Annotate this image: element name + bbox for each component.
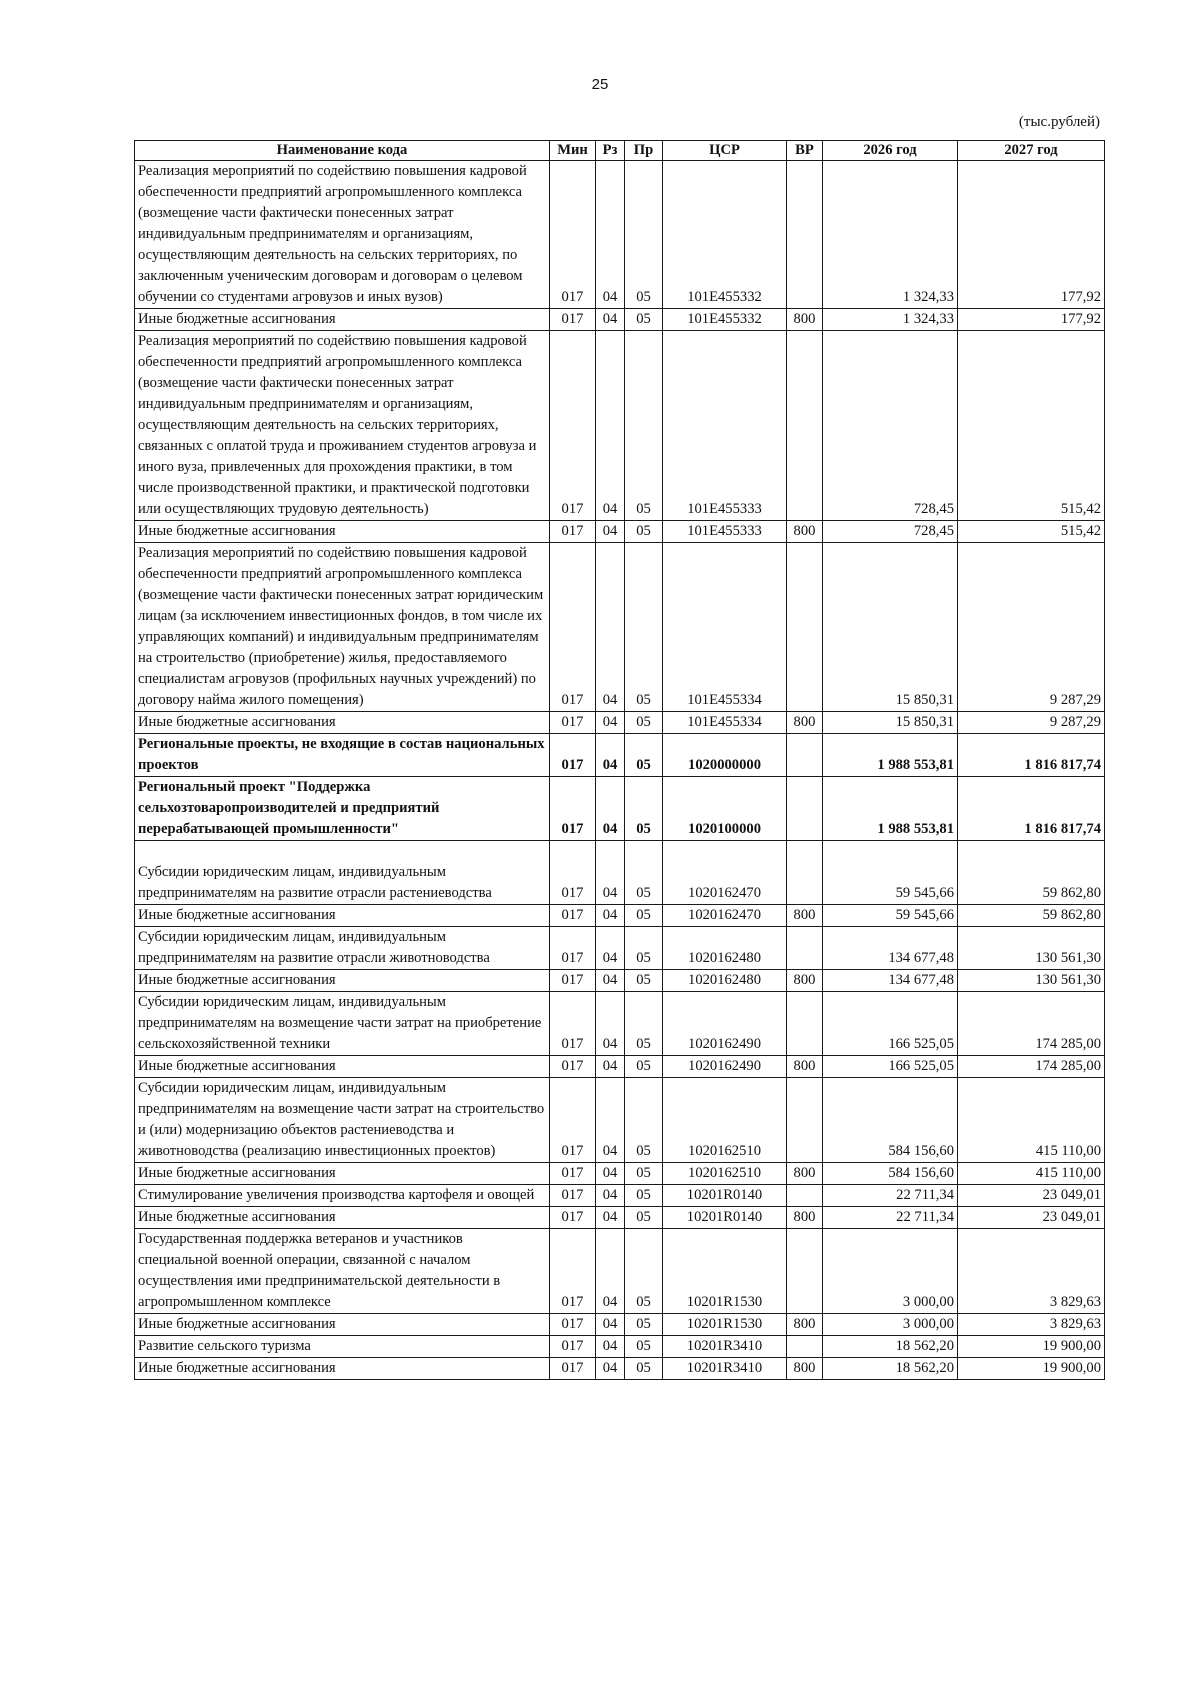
cell-name: Иные бюджетные ассигнования — [135, 521, 550, 543]
cell-min: 017 — [550, 1336, 596, 1358]
cell-vr: 800 — [787, 712, 823, 734]
header-pr: Пр — [625, 141, 663, 161]
cell-2026: 1 988 553,81 — [823, 734, 958, 777]
cell-vr: 800 — [787, 1207, 823, 1229]
cell-pr: 05 — [625, 841, 663, 905]
table-row — [135, 1229, 1105, 1314]
cell-vr — [787, 331, 823, 521]
cell-vr — [787, 1229, 823, 1314]
cell-vr — [787, 1336, 823, 1358]
table-row — [135, 992, 1105, 1056]
cell-min: 017 — [550, 331, 596, 521]
cell-pr: 05 — [625, 1056, 663, 1078]
cell-2027: 23 049,01 — [958, 1207, 1105, 1229]
cell-vr: 800 — [787, 1314, 823, 1336]
cell-rz: 04 — [596, 712, 625, 734]
cell-2027: 19 900,00 — [958, 1358, 1105, 1380]
cell-2026: 15 850,31 — [823, 712, 958, 734]
cell-rz: 04 — [596, 521, 625, 543]
cell-2027: 1 816 817,74 — [958, 734, 1105, 777]
cell-name: Иные бюджетные ассигнования — [135, 712, 550, 734]
cell-vr — [787, 927, 823, 970]
cell-vr: 800 — [787, 1163, 823, 1185]
cell-2026: 18 562,20 — [823, 1358, 958, 1380]
header-2027: 2027 год — [958, 141, 1105, 161]
cell-name: Субсидии юридическим лицам, индивидуальным предпринимателям на возмещение части затрат на строительство и (или) модернизацию объектов растениеводства и животноводства (реализацию инвестиционных проектов) — [135, 1078, 550, 1163]
table-row — [135, 1336, 1105, 1358]
cell-name: Иные бюджетные ассигнования — [135, 1314, 550, 1336]
cell-min: 017 — [550, 161, 596, 309]
cell-min: 017 — [550, 521, 596, 543]
cell-rz: 04 — [596, 161, 625, 309]
cell-rz: 04 — [596, 1336, 625, 1358]
cell-rz: 04 — [596, 992, 625, 1056]
cell-name: Региональный проект "Поддержка сельхозтоваропроизводителей и предприятий перерабатывающей промышленности" — [135, 777, 550, 841]
cell-name: Иные бюджетные ассигнования — [135, 970, 550, 992]
cell-min: 017 — [550, 992, 596, 1056]
cell-min: 017 — [550, 1078, 596, 1163]
table-row — [135, 1207, 1105, 1229]
cell-pr: 05 — [625, 1163, 663, 1185]
cell-rz: 04 — [596, 777, 625, 841]
cell-2026: 584 156,60 — [823, 1078, 958, 1163]
cell-vr: 800 — [787, 521, 823, 543]
cell-2026: 22 711,34 — [823, 1207, 958, 1229]
cell-min: 017 — [550, 734, 596, 777]
cell-min: 017 — [550, 543, 596, 712]
cell-csr: 1020162480 — [663, 970, 787, 992]
cell-2026: 3 000,00 — [823, 1229, 958, 1314]
cell-2026: 1 324,33 — [823, 161, 958, 309]
table-body — [135, 161, 1105, 1380]
cell-2026: 166 525,05 — [823, 1056, 958, 1078]
cell-name: Реализация мероприятий по содействию повышения кадровой обеспеченности предприятий агропромышленного комплекса (возмещение части фактически понесенных затрат индивидуальным предпринимателям и организациям, осуществляющим деятельность на сельских территориях, связанных с оплатой труда и проживанием студентов агровуза и иного вуза, привлеченных для прохождения практики, в том числе производственной практики, и практической подготовки или осуществляющих трудовую деятельность) — [135, 331, 550, 521]
cell-pr: 05 — [625, 992, 663, 1056]
cell-csr: 10201R1530 — [663, 1314, 787, 1336]
cell-min: 017 — [550, 1056, 596, 1078]
table-row — [135, 331, 1105, 521]
table-row — [135, 712, 1105, 734]
cell-min: 017 — [550, 905, 596, 927]
cell-pr: 05 — [625, 927, 663, 970]
cell-2026: 1 988 553,81 — [823, 777, 958, 841]
cell-csr: 101Е455334 — [663, 543, 787, 712]
cell-csr: 1020100000 — [663, 777, 787, 841]
cell-min: 017 — [550, 777, 596, 841]
header-row — [135, 141, 1105, 161]
cell-pr: 05 — [625, 309, 663, 331]
cell-2027: 9 287,29 — [958, 543, 1105, 712]
table-row — [135, 841, 1105, 905]
cell-csr: 101Е455332 — [663, 161, 787, 309]
cell-rz: 04 — [596, 1314, 625, 1336]
cell-2026: 728,45 — [823, 521, 958, 543]
cell-2027: 174 285,00 — [958, 1056, 1105, 1078]
cell-name: Развитие сельского туризма — [135, 1336, 550, 1358]
cell-name: Иные бюджетные ассигнования — [135, 1056, 550, 1078]
cell-rz: 04 — [596, 1185, 625, 1207]
cell-csr: 1020162490 — [663, 992, 787, 1056]
cell-2027: 3 829,63 — [958, 1314, 1105, 1336]
cell-2026: 166 525,05 — [823, 992, 958, 1056]
cell-rz: 04 — [596, 1207, 625, 1229]
cell-2027: 59 862,80 — [958, 905, 1105, 927]
header-name: Наименование кода — [135, 141, 550, 161]
cell-csr: 10201R0140 — [663, 1207, 787, 1229]
cell-pr: 05 — [625, 1185, 663, 1207]
cell-pr: 05 — [625, 970, 663, 992]
cell-2027: 1 816 817,74 — [958, 777, 1105, 841]
cell-pr: 05 — [625, 1229, 663, 1314]
header-min: Мин — [550, 141, 596, 161]
header-csr: ЦСР — [663, 141, 787, 161]
cell-2026: 59 545,66 — [823, 905, 958, 927]
cell-pr: 05 — [625, 734, 663, 777]
cell-rz: 04 — [596, 927, 625, 970]
cell-2027: 415 110,00 — [958, 1078, 1105, 1163]
table-row — [135, 927, 1105, 970]
cell-2026: 18 562,20 — [823, 1336, 958, 1358]
table-row — [135, 161, 1105, 309]
cell-name: Иные бюджетные ассигнования — [135, 905, 550, 927]
cell-csr: 101Е455334 — [663, 712, 787, 734]
cell-rz: 04 — [596, 1056, 625, 1078]
cell-vr — [787, 543, 823, 712]
table-row — [135, 905, 1105, 927]
cell-name: Иные бюджетные ассигнования — [135, 309, 550, 331]
cell-2026: 3 000,00 — [823, 1314, 958, 1336]
cell-min: 017 — [550, 1163, 596, 1185]
cell-min: 017 — [550, 927, 596, 970]
table-row — [135, 1163, 1105, 1185]
cell-min: 017 — [550, 1229, 596, 1314]
cell-2027: 23 049,01 — [958, 1185, 1105, 1207]
units-label: (тыс.рублей) — [1018, 114, 1100, 130]
cell-rz: 04 — [596, 1078, 625, 1163]
cell-name: Субсидии юридическим лицам, индивидуальным предпринимателям на развитие отрасли растениеводства — [135, 841, 550, 905]
cell-vr — [787, 777, 823, 841]
cell-pr: 05 — [625, 1207, 663, 1229]
cell-2027: 415 110,00 — [958, 1163, 1105, 1185]
cell-name: Реализация мероприятий по содействию повышения кадровой обеспеченности предприятий агропромышленного комплекса (возмещение части фактически понесенных затрат юридическим лицам (за исключением инвестиционных фондов, в том числе их управляющих компаний) и индивидуальным предпринимателям на строительство (приобретение) жилья, предоставляемого специалистам агровузов (профильных научных учреждений) по договору найма жилого помещения) — [135, 543, 550, 712]
cell-csr: 101Е455332 — [663, 309, 787, 331]
cell-vr — [787, 1185, 823, 1207]
cell-2027: 515,42 — [958, 331, 1105, 521]
header-2026: 2026 год — [823, 141, 958, 161]
cell-name: Стимулирование увеличения производства картофеля и овощей — [135, 1185, 550, 1207]
cell-pr: 05 — [625, 543, 663, 712]
cell-2026: 134 677,48 — [823, 970, 958, 992]
table-row — [135, 543, 1105, 712]
table-row — [135, 970, 1105, 992]
cell-csr: 101Е455333 — [663, 331, 787, 521]
cell-vr — [787, 161, 823, 309]
cell-name: Реализация мероприятий по содействию повышения кадровой обеспеченности предприятий агропромышленного комплекса (возмещение части фактически понесенных затрат индивидуальным предпринимателям и организациям, осуществляющим деятельность на сельских территориях, по заключенным ученическим договорам и договорам о целевом обучении со студентами агровузов и иных вузов) — [135, 161, 550, 309]
cell-2027: 3 829,63 — [958, 1229, 1105, 1314]
cell-name: Иные бюджетные ассигнования — [135, 1163, 550, 1185]
cell-csr: 1020162470 — [663, 905, 787, 927]
cell-2027: 515,42 — [958, 521, 1105, 543]
cell-vr: 800 — [787, 970, 823, 992]
cell-vr — [787, 841, 823, 905]
cell-csr: 1020000000 — [663, 734, 787, 777]
cell-rz: 04 — [596, 331, 625, 521]
cell-min: 017 — [550, 712, 596, 734]
cell-pr: 05 — [625, 1078, 663, 1163]
cell-vr: 800 — [787, 309, 823, 331]
table-row — [135, 1185, 1105, 1207]
page-number: 25 — [591, 76, 609, 93]
cell-rz: 04 — [596, 1163, 625, 1185]
cell-2026: 1 324,33 — [823, 309, 958, 331]
cell-2027: 174 285,00 — [958, 992, 1105, 1056]
cell-min: 017 — [550, 1358, 596, 1380]
cell-csr: 1020162490 — [663, 1056, 787, 1078]
cell-vr: 800 — [787, 905, 823, 927]
cell-pr: 05 — [625, 712, 663, 734]
cell-name: Региональные проекты, не входящие в состав национальных проектов — [135, 734, 550, 777]
table-row — [135, 777, 1105, 841]
cell-2027: 130 561,30 — [958, 927, 1105, 970]
cell-pr: 05 — [625, 1336, 663, 1358]
cell-min: 017 — [550, 309, 596, 331]
cell-pr: 05 — [625, 521, 663, 543]
cell-name: Государственная поддержка ветеранов и участников специальной военной операции, связанной с началом осуществления ими предпринимательской деятельности в агропромышленном комплексе — [135, 1229, 550, 1314]
cell-min: 017 — [550, 1314, 596, 1336]
cell-csr: 101Е455333 — [663, 521, 787, 543]
cell-vr — [787, 1078, 823, 1163]
cell-name: Субсидии юридическим лицам, индивидуальным предпринимателям на возмещение части затрат на приобретение сельскохозяйственной техники — [135, 992, 550, 1056]
cell-min: 017 — [550, 841, 596, 905]
cell-rz: 04 — [596, 841, 625, 905]
table-row — [135, 1358, 1105, 1380]
cell-rz: 04 — [596, 905, 625, 927]
cell-csr: 1020162470 — [663, 841, 787, 905]
cell-rz: 04 — [596, 543, 625, 712]
cell-2026: 584 156,60 — [823, 1163, 958, 1185]
table-row — [135, 1078, 1105, 1163]
table-row — [135, 521, 1105, 543]
cell-pr: 05 — [625, 161, 663, 309]
cell-vr — [787, 734, 823, 777]
cell-rz: 04 — [596, 1229, 625, 1314]
cell-vr — [787, 992, 823, 1056]
cell-rz: 04 — [596, 734, 625, 777]
cell-2026: 22 711,34 — [823, 1185, 958, 1207]
table-row — [135, 1314, 1105, 1336]
cell-pr: 05 — [625, 1314, 663, 1336]
cell-2027: 19 900,00 — [958, 1336, 1105, 1358]
cell-2027: 177,92 — [958, 309, 1105, 331]
cell-csr: 1020162510 — [663, 1163, 787, 1185]
cell-vr: 800 — [787, 1358, 823, 1380]
cell-2027: 9 287,29 — [958, 712, 1105, 734]
cell-2026: 728,45 — [823, 331, 958, 521]
header-vr: ВР — [787, 141, 823, 161]
table-row — [135, 1056, 1105, 1078]
cell-min: 017 — [550, 970, 596, 992]
budget-table — [134, 140, 1105, 1380]
cell-2026: 15 850,31 — [823, 543, 958, 712]
cell-min: 017 — [550, 1207, 596, 1229]
cell-rz: 04 — [596, 309, 625, 331]
cell-2026: 134 677,48 — [823, 927, 958, 970]
cell-2027: 177,92 — [958, 161, 1105, 309]
cell-csr: 1020162480 — [663, 927, 787, 970]
cell-csr: 10201R3410 — [663, 1336, 787, 1358]
cell-rz: 04 — [596, 970, 625, 992]
cell-pr: 05 — [625, 777, 663, 841]
cell-csr: 1020162510 — [663, 1078, 787, 1163]
cell-pr: 05 — [625, 1358, 663, 1380]
header-rz: Рз — [596, 141, 625, 161]
cell-name: Иные бюджетные ассигнования — [135, 1358, 550, 1380]
cell-vr: 800 — [787, 1056, 823, 1078]
cell-name: Иные бюджетные ассигнования — [135, 1207, 550, 1229]
table-row — [135, 309, 1105, 331]
cell-2027: 59 862,80 — [958, 841, 1105, 905]
cell-csr: 10201R3410 — [663, 1358, 787, 1380]
cell-2027: 130 561,30 — [958, 970, 1105, 992]
cell-2026: 59 545,66 — [823, 841, 958, 905]
cell-pr: 05 — [625, 905, 663, 927]
cell-rz: 04 — [596, 1358, 625, 1380]
cell-name: Субсидии юридическим лицам, индивидуальным предпринимателям на развитие отрасли животноводства — [135, 927, 550, 970]
cell-csr: 10201R1530 — [663, 1229, 787, 1314]
table-row — [135, 734, 1105, 777]
cell-min: 017 — [550, 1185, 596, 1207]
cell-pr: 05 — [625, 331, 663, 521]
cell-csr: 10201R0140 — [663, 1185, 787, 1207]
